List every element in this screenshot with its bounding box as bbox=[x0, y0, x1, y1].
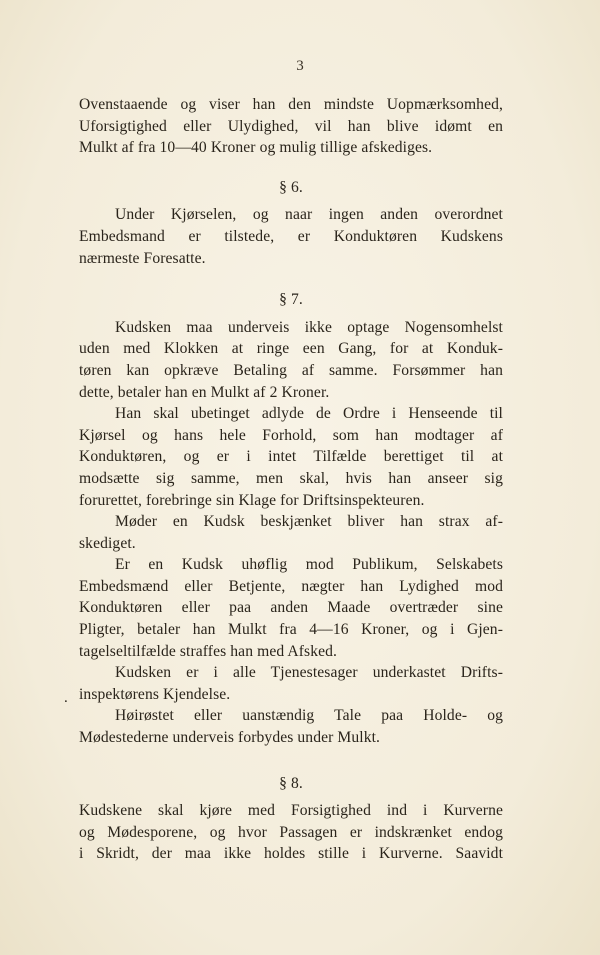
section-heading: § 6. bbox=[279, 178, 303, 196]
text-line: inspektørens Kjendelse. bbox=[79, 685, 231, 703]
text-line: Høirøstet eller uanstændig Tale paa Holde- og bbox=[115, 707, 503, 725]
text-line: Han skal ubetinget adlyde de Ordre i Henseende til bbox=[115, 405, 503, 423]
paragraph bbox=[79, 317, 503, 403]
text-line: Møder en Kudsk beskjænket bliver han strax af- bbox=[115, 513, 503, 531]
text-line: Kudsken er i alle Tjenestesager underkastet Drifts- bbox=[115, 664, 503, 682]
text-line: forurettet, forebringe sin Klage for Driftsinspekteuren. bbox=[79, 491, 425, 509]
text-line: nærmeste Foresatte. bbox=[79, 249, 206, 267]
text-line: Ovenstaaende og viser han den mindste Uopmærksomhed, bbox=[79, 96, 503, 113]
paragraph bbox=[79, 403, 503, 511]
margin-mark: . bbox=[64, 690, 68, 706]
paragraph bbox=[79, 511, 503, 554]
text-line: tagelseltilfælde straffes han med Afsked. bbox=[79, 642, 338, 660]
body-text bbox=[79, 94, 503, 865]
text-line: Konduktøren, og er i intet Tilfælde berettiget til at bbox=[79, 448, 503, 466]
text-line: Kjørsel og hans hele Forhold, som han modtager af bbox=[79, 426, 503, 444]
text-line: Kudsken maa underveis ikke optage Nogensomhelst bbox=[115, 318, 503, 336]
text-line: i Skridt, der maa ikke holdes stille i Kurverne. Saavidt bbox=[79, 845, 503, 863]
section-heading: § 8. bbox=[279, 774, 303, 792]
text-line: Mulkt af fra 10—40 Kroner og mulig tillige afskediges. bbox=[79, 139, 433, 157]
paragraph bbox=[79, 705, 503, 748]
page-number: 3 bbox=[296, 58, 304, 74]
section-6 bbox=[79, 177, 503, 269]
text-line: Uforsigtighed eller Ulydighed, vil han blive idømt en bbox=[79, 117, 503, 135]
paragraph bbox=[79, 662, 503, 705]
text-line: Under Kjørselen, og naar ingen anden overordnet bbox=[115, 206, 503, 224]
section-7 bbox=[79, 289, 503, 748]
text-line: Konduktøren eller paa anden Maade overtræder sine bbox=[79, 599, 503, 617]
text-line: Er en Kudsk uhøflig mod Publikum, Selskabets bbox=[115, 556, 503, 574]
text-line: tøren kan opkræve Betaling af samme. Forsømmer han bbox=[79, 361, 503, 379]
paragraph bbox=[79, 554, 503, 662]
text-line: Pligter, betaler han Mulkt fra 4—16 Kroner, og i Gjen- bbox=[79, 621, 503, 639]
intro-paragraph bbox=[79, 94, 503, 159]
text-line: modsætte sig samme, men skal, hvis han anseer sig bbox=[79, 469, 503, 487]
section-8 bbox=[79, 773, 503, 865]
text-line: uden med Klokken at ringe een Gang, for at Konduk- bbox=[79, 340, 503, 358]
text-line: skediget. bbox=[79, 534, 136, 552]
text-line: dette, betaler han en Mulkt af 2 Kroner. bbox=[79, 383, 330, 401]
text-line: Embedsmænd eller Betjente, nægter han Lydighed mod bbox=[79, 577, 503, 595]
text-line: Mødestederne underveis forbydes under Mulkt. bbox=[79, 729, 381, 747]
section-heading: § 7. bbox=[279, 291, 303, 309]
text-line: og Mødesporene, og hvor Passagen er indskrænket endog bbox=[79, 823, 503, 841]
text-line: Kudskene skal kjøre med Forsigtighed ind i Kurverne bbox=[79, 802, 503, 820]
text-line: Embedsmand er tilstede, er Konduktøren Kudskens bbox=[79, 227, 503, 245]
